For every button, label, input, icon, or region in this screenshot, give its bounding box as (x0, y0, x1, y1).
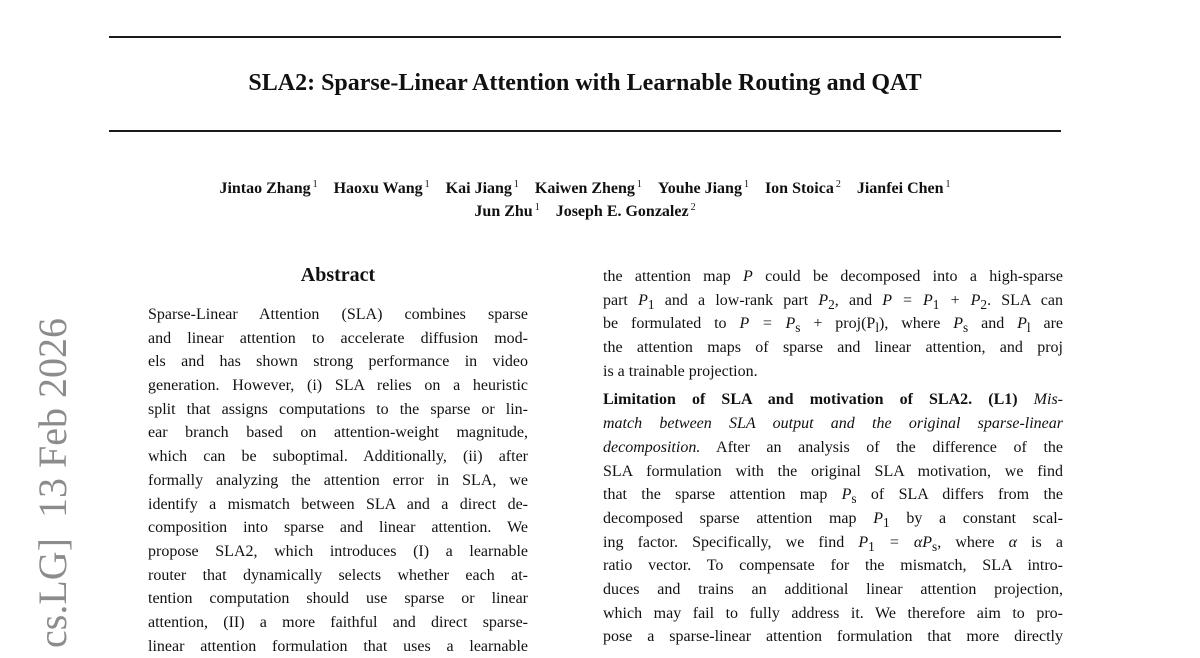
paragraph-heading: Limitation of SLA and motivation of SLA2. (L1) (603, 391, 1018, 409)
title-rule-top (109, 36, 1061, 38)
abstract-line: attention, (II) a more faithful and direct sparse- (148, 613, 528, 631)
abstract-line: identify a mismatch between SLA and a direct de- (148, 495, 528, 513)
body-line: ratio vector. To compensate for the mismatch, SLA intro- (603, 557, 1063, 575)
abstract-body (148, 303, 528, 658)
body-line: which may fail to fully address it. We therefore aim to pro- (603, 604, 1063, 622)
abstract-line: propose SLA2, which introduces (I) a learnable (148, 542, 528, 560)
abstract-line: ear branch based on attention-weight magnitude, (148, 424, 528, 442)
author: Jintao Zhang $^1$ (219, 179, 318, 197)
author-list-line-2 (109, 197, 1061, 223)
body-line: Limitation of SLA and motivation of SLA2. (L1) Mis- (603, 391, 1064, 409)
body-line: ing factor. Specifically, we find $P_1 = \alpha P_s$, where α is a (603, 533, 1064, 554)
author: Joseph E. Gonzalez $^2$ (555, 202, 696, 220)
abstract-line: Sparse-Linear Attention (SLA) combines sparse (148, 306, 528, 323)
title-rule-bottom (109, 130, 1061, 132)
author: Jun Zhu $^1$ (474, 202, 540, 220)
author: Haoxu Wang $^1$ (333, 179, 430, 197)
body-line: the attention map P could be decomposed into a high-sparse (603, 268, 1064, 285)
body-line: duces and trains an additional linear attention projection, (603, 580, 1063, 598)
body-line: pose a sparse-linear attention formulation that more directly (603, 628, 1063, 646)
body-line: match between SLA output and the original sparse-linear (603, 415, 1063, 433)
body-line: is a trainable projection. (603, 362, 758, 380)
author: Youhe Jiang $^1$ (657, 179, 749, 197)
author: Jianfei Chen $^1$ (856, 179, 951, 197)
author: Kai Jiang $^1$ (445, 179, 519, 197)
body-column-right (603, 265, 1063, 649)
abstract-line: tention computation should use sparse or linear (148, 590, 528, 608)
author: Ion Stoica $^2$ (764, 179, 841, 197)
abstract-line: composition into sparse and linear attention. We (148, 519, 528, 537)
paper-title: SLA2: Sparse-Linear Attention with Learnable Routing and QAT (248, 70, 922, 96)
abstract-line: split that assigns computations to the sparse or lin- (148, 400, 528, 418)
abstract-line: linear attention formulation that uses a learnable (148, 637, 528, 655)
body-line: be formulated to $P = P_s$ + $proj(P_l)$, where $P_s$ and $P_l$ are (603, 315, 1064, 336)
abstract-line: and linear attention to accelerate diffusion mod- (148, 329, 528, 347)
abstract-line: router that dynamically selects whether each at- (148, 566, 528, 584)
abstract-heading: Abstract (300, 264, 376, 286)
body-line: SLA formulation with the original SLA motivation, we find (603, 462, 1063, 480)
body-line: that the sparse attention map $P_s$ of SLA differs from the (603, 486, 1063, 507)
arxiv-identifier-stamp: cs.LG] 13 Feb 2026 (30, 318, 75, 648)
body-line: decomposed sparse attention map $P_1$ by a constant scal- (603, 509, 1063, 531)
abstract-line: which can be suboptimal. Additionally, (ii) after (148, 448, 528, 466)
body-line: the attention maps of sparse and linear attention, and proj (603, 339, 1063, 357)
abstract-line: formally analyzing the attention error in SLA, we (148, 471, 528, 489)
author: Kaiwen Zheng $^1$ (534, 179, 642, 197)
abstract-line: els and has shown strong performance in video (148, 353, 528, 371)
abstract-line: generation. However, (i) SLA relies on a heuristic (148, 377, 528, 395)
body-line: part $P_1$ and a low-rank part $P_2$, and $P = P_1 + P_2$. SLA can (603, 291, 1063, 312)
body-line: decomposition. After an analysis of the difference of the (603, 438, 1063, 456)
